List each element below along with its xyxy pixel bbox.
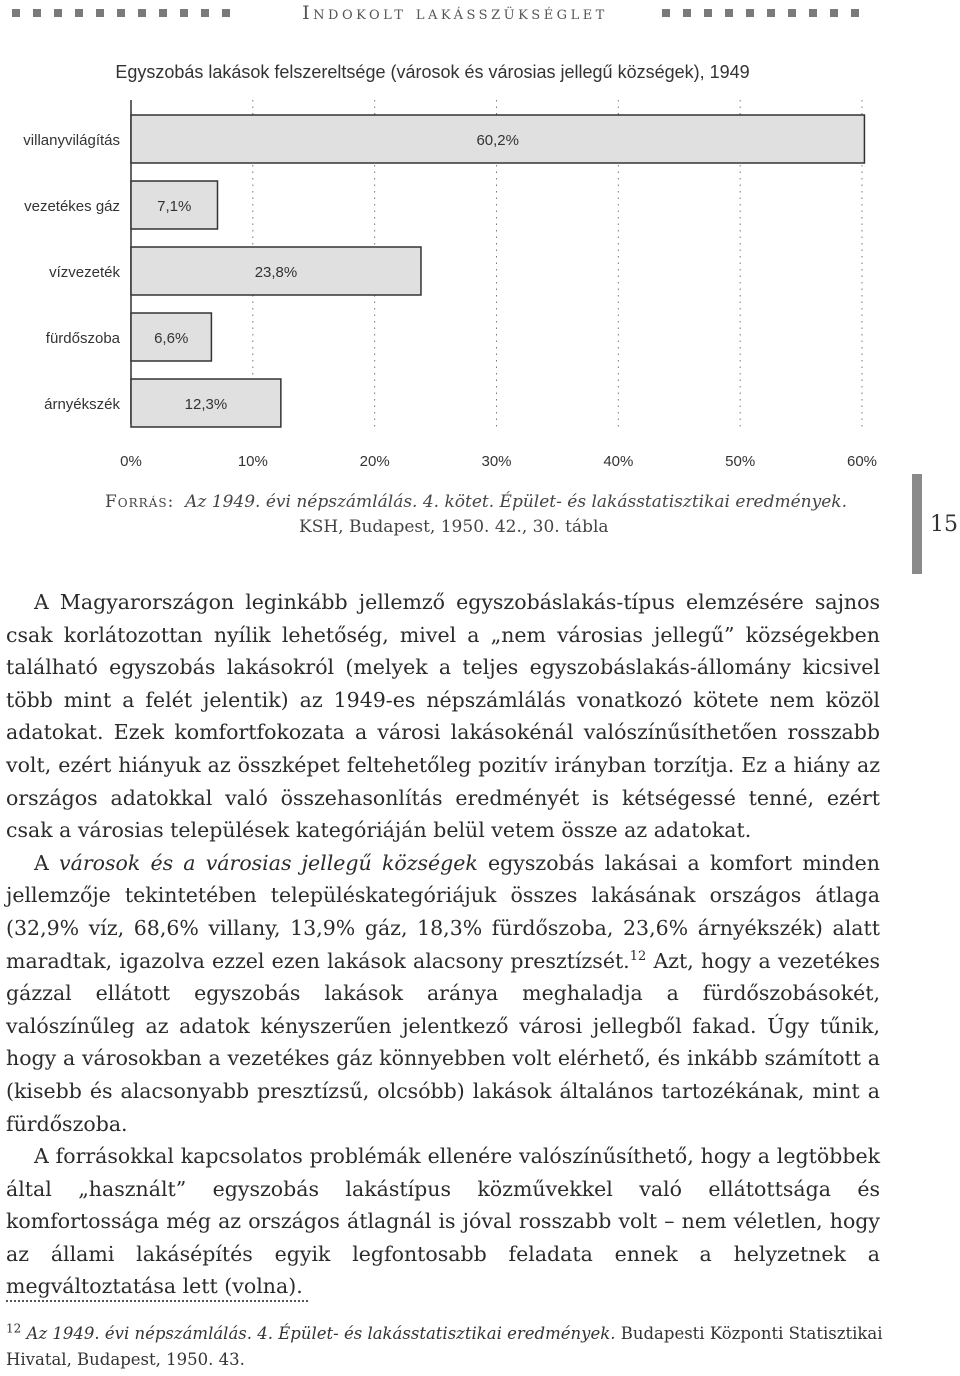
footnote-number: 12 [6, 1321, 22, 1336]
tick-label: 10% [237, 453, 268, 470]
value-label: 12,3% [184, 396, 228, 413]
category-label: vízvezeték [49, 264, 120, 281]
value-label: 23,8% [254, 264, 298, 281]
footnote-publisher: Budapesti Központi Statisztikai Hivatal, Budapest, 1950. 43. [6, 1324, 883, 1369]
category-label: fürdőszoba [45, 330, 120, 347]
header-dots-right [662, 9, 859, 17]
p2-end: Azt, hogy a vezetékes gázzal ellátott egyszobás lakások aránya meghaladja a fürdőszobásokét, valószínűleg az adatok kényszerűen jelentkező városi jellegből fakad. Úgy tűnik, hogy a városokban a vezetékes gáz könnyebben volt elérhető, és inkább számított a (kisebb és alacsonyabb presztízsű, olcsóbb) lakások általános tartozékának, mint a fürdőszoba. [6, 948, 880, 1136]
category-label: vezetékes gáz [24, 198, 120, 215]
p2-start: A [34, 850, 49, 875]
running-header [0, 0, 960, 28]
p2-italic: városok és a városias jellegű községek [59, 850, 478, 875]
footnote [6, 1321, 886, 1373]
category-label: villanyvilágítás [23, 132, 120, 149]
source-label: Forrás: [105, 492, 175, 512]
tick-label: 0% [120, 453, 142, 470]
tick-label: 50% [725, 453, 756, 470]
footnote-divider [6, 1300, 308, 1302]
body-text [6, 586, 880, 1303]
tick-label: 30% [481, 453, 512, 470]
header-dots-left [12, 9, 230, 17]
value-label: 6,6% [154, 330, 189, 347]
bar-chart [0, 95, 900, 480]
chart-source [105, 490, 865, 540]
chart-title: Egyszobás lakások felszereltsége (városok és városias jellegű községek), 1949 [115, 62, 750, 82]
category-label: árnyékszék [44, 396, 120, 413]
header-title: Indokolt lakásszükséglet [302, 2, 608, 24]
footnote-title: Az 1949. évi népszámlálás. 4. Épület- és lakásstatisztikai eredmények. [26, 1324, 616, 1343]
page-tab [912, 474, 960, 574]
tick-label: 40% [603, 453, 634, 470]
value-label: 60,2% [476, 132, 519, 149]
value-label: 7,1% [157, 198, 192, 215]
tick-label: 20% [359, 453, 390, 470]
paragraph-2 [6, 847, 880, 1140]
source-publisher: KSH, Budapest, 1950. 42., 30. tábla [299, 517, 609, 537]
paragraph-3: A forrásokkal kapcsolatos problémák ellenére valószínűsíthető, hogy a legtöbbek által „használt” egyszobás lakástípus közművekkel való ellátottsága és komfortossága még az országos átlagnál is jóval rosszabb volt – nem véletlen, hogy az állami lakásépítés egyik legfontosabb feladata ennek a helyzetnek a megváltoztatása lett (volna). [6, 1144, 880, 1299]
footnote-ref[interactable]: 12 [629, 948, 647, 964]
page-tab-bar [912, 474, 922, 574]
paragraph-1: A Magyarországon leginkább jellemző egyszobáslakás-típus elemzésére sajnos csak korlátozottan nyílik lehetőség, mivel a „nem városias jellegű” községekben található egyszobás lakásokról (melyek a teljes egyszobáslakás-állomány kicsivel több mint a felét jelentik) az 1949-es népszámlálás vonatkozó kötete nem közöl adatokat. Ezek komfortfokozata a városi lakásokénál valószínűsíthetően rosszabb volt, ezért hiányuk az összképet feltehetőleg pozitív irányban torzítja. Ez a hiány az országos adatokkal való összehasonlítás eredményét is kétségessé tenné, ezért csak a városias települések kategóriáján belül vetem össze az adatokat. [6, 590, 880, 843]
source-title: Az 1949. évi népszámlálás. 4. kötet. Épület- és lakásstatisztikai eredmények. [185, 492, 848, 512]
tick-label: 60% [846, 453, 878, 470]
page-number: 15 [930, 512, 958, 537]
p2-middle: egyszobás lakásai a komfort minden jellemzője tekintetében településkategóriájuk összes lakásának országos átlaga (32,9% víz, 68,6% villany, 13,9% gáz, 18,3% fürdőszoba, 23,6% árnyékszék) alatt maradtak, igazolva ezzel ezen lakások alacsony presztízsét. [6, 850, 880, 973]
